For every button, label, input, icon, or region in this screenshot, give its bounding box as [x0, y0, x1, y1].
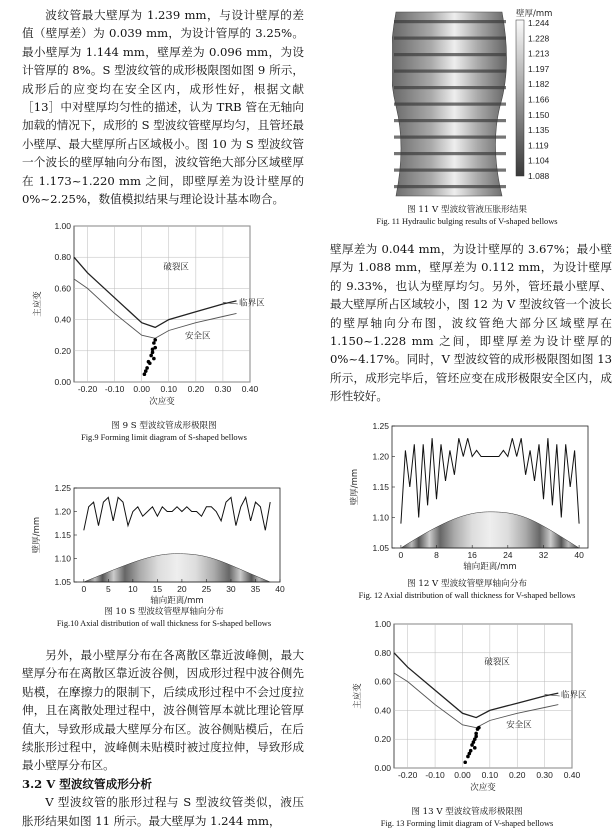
strain-point — [153, 338, 157, 342]
caption-en: Fig.10 Axial distribution of wall thickness for S-shaped bellows — [56, 619, 272, 628]
x-tick-label: 0.40 — [241, 384, 259, 394]
y-tick-label: 0.60 — [374, 676, 391, 687]
wall-thickness-chart-s — [30, 484, 292, 606]
caption-zh: 图 9 S 型波纹管成形极限图 — [111, 421, 217, 431]
contour-band — [394, 53, 506, 56]
thickness-line — [84, 497, 270, 530]
paragraph: 波纹管最大壁厚为 1.239 mm，与设计壁厚的差值（壁厚差）为 0.039 mm，为设计管厚的 3.25%。最小壁厚为 1.144 mm，壁厚差为 0.096 mm，为设计管厚的 8%。S 型波纹管的成形极限图如图 9 所示，成形后的应变均在安全区内，成形性好，根据文献［13］中对壁厚均匀性的描述，认为 TRB 管在无轴向加载的情况下，成形的 S 型波纹管壁厚均匀，且管坯最小壁厚、最大壁厚所占区域极小。图 10 为 S 型波纹管一个波长的壁厚轴向分布图，波纹管绝大部分区域壁厚在 1.173~1.220 mm 之间，即壁厚差为设计壁厚的 0%~2.25%，数值模拟结果与理论设计基本吻合。 — [22, 8, 304, 207]
strain-point — [144, 369, 148, 373]
x-tick-label: 15 — [152, 584, 163, 594]
colorbar-tick-label: 1.135 — [528, 125, 550, 136]
x-tick-label: 30 — [226, 584, 236, 594]
x-tick-label: 0.30 — [536, 770, 553, 780]
y-tick-label: 1.20 — [54, 506, 71, 517]
x-tick-label: 32 — [538, 550, 549, 560]
y-tick-label: 0.40 — [374, 705, 391, 716]
caption-zh: 图 10 S 型波纹管壁厚轴向分布 — [104, 607, 224, 617]
strain-point — [477, 726, 481, 730]
strain-point — [145, 366, 149, 370]
contour-band — [394, 20, 506, 23]
x-tick-label: 24 — [503, 550, 513, 560]
zone-label: 临界区 — [561, 690, 587, 701]
contour-band — [394, 152, 506, 155]
colorbar-tick-label: 1.197 — [528, 63, 550, 74]
x-tick-label: 16 — [467, 550, 477, 560]
figure-caption — [22, 606, 306, 630]
wall-thickness-chart-v — [348, 420, 598, 576]
x-tick-label: 40 — [275, 584, 285, 594]
x-tick-label: -0.20 — [398, 770, 418, 780]
y-axis-label: 主应变 — [353, 683, 363, 709]
bellows-profile — [84, 554, 270, 582]
strain-point — [473, 746, 477, 750]
limit-curve — [74, 257, 237, 327]
y-tick-label: 1.25 — [54, 484, 71, 493]
contour-band — [394, 169, 506, 172]
y-tick-label: 0.80 — [54, 252, 71, 263]
figure-caption — [322, 806, 612, 830]
x-tick-label: 0.40 — [563, 770, 581, 780]
strain-point — [143, 372, 147, 376]
limit-curve — [394, 653, 558, 718]
contour-band — [394, 119, 506, 122]
colorbar-tick-label: 1.150 — [528, 109, 550, 120]
y-tick-label: 0.80 — [374, 647, 391, 658]
right-column-text — [330, 240, 612, 406]
y-tick-label: 1.00 — [374, 619, 391, 629]
y-tick-label: 1.05 — [372, 543, 389, 553]
colorbar — [516, 20, 524, 176]
left-column-top — [22, 6, 304, 208]
limit-curve — [74, 279, 237, 338]
caption-zh: 图 11 V 型波纹管液压胀形结果 — [407, 205, 527, 215]
x-tick-label: 25 — [201, 584, 212, 594]
colorbar-tick-label: 1.213 — [528, 48, 550, 59]
colorbar-tick-label: 1.088 — [528, 171, 550, 181]
colorbar-tick-label: 1.104 — [528, 155, 550, 166]
y-tick-label: 0.40 — [54, 314, 71, 325]
strain-point — [468, 752, 472, 756]
y-axis-label: 壁厚/mm — [350, 468, 360, 506]
strain-point — [474, 735, 478, 739]
strain-point — [152, 357, 156, 361]
colorbar-tick-label: 1.182 — [528, 79, 550, 90]
y-tick-label: 1.10 — [54, 553, 71, 564]
y-tick-label: 1.20 — [372, 451, 389, 462]
y-tick-label: 0.60 — [54, 283, 71, 294]
caption-en: Fig. 11 Hydraulic bulging results of V-shaped bellows — [376, 217, 558, 226]
x-axis-label: 轴向距离/mm — [463, 562, 517, 572]
caption-en: Fig.9 Forming limit diagram of S-shaped bellows — [81, 433, 247, 442]
y-tick-label: 1.05 — [54, 577, 71, 587]
x-tick-label: -0.10 — [425, 770, 445, 780]
contour-band — [394, 70, 506, 73]
figure-caption — [22, 420, 306, 444]
paragraph: 另外，最小壁厚分布在各离散区靠近波峰侧，最大壁厚分布在离散区靠近波谷侧，因成形过程中波谷侧先贴模，在摩擦力的限制下，后续成形过程中不会过度拉伸，且在离散处理过程中，波谷侧管厚本就比理论管厚值大，导致形成最大壁厚分布区。波谷侧贴模后，在后续胀形过程中，波峰侧未贴模时被过度拉伸，导致形成最小壁厚分布区。 — [22, 648, 304, 773]
x-tick-label: 0 — [398, 550, 404, 560]
zone-label: 破裂区 — [484, 657, 510, 668]
contour-band — [394, 136, 506, 139]
caption-en: Fig. 12 Axial distribution of wall thickness for V-shaped bellows — [358, 591, 576, 600]
x-axis-label: 次应变 — [149, 397, 175, 407]
limit-curve — [394, 673, 558, 728]
x-axis-label: 次应变 — [470, 783, 496, 793]
x-tick-label: 0.30 — [214, 384, 232, 394]
zone-label: 临界区 — [239, 298, 265, 309]
x-tick-label: 5 — [105, 584, 111, 594]
contour-band — [394, 86, 506, 89]
x-tick-label: 0.00 — [133, 384, 150, 394]
y-tick-label: 0.20 — [374, 734, 391, 745]
figure-caption — [322, 578, 612, 602]
zone-label: 安全区 — [185, 331, 211, 342]
y-tick-label: 1.10 — [372, 512, 389, 523]
y-tick-label: 1.00 — [54, 221, 71, 231]
y-tick-label: 1.15 — [372, 482, 389, 492]
strain-point — [153, 346, 157, 350]
left-column-bottom — [22, 646, 304, 830]
x-tick-label: 0.10 — [481, 770, 499, 780]
x-tick-label: 20 — [177, 584, 187, 594]
caption-zh: 图 13 V 型波纹管成形极限图 — [411, 807, 523, 817]
forming-limit-chart-v — [350, 616, 590, 802]
y-tick-label: 0.00 — [374, 763, 391, 773]
y-tick-label: 0.20 — [54, 345, 71, 356]
paragraph: 壁厚差为 0.044 mm，为设计壁厚的 3.67%；最小壁厚为 1.088 mm，壁厚差为 0.112 mm，为设计壁厚的 9.33%，也认为壁厚均匀。另外，管坯最小壁厚、最大壁厚所占区域较小，图 12 为 V 型波纹管一个波长的壁厚轴向分布图，波纹管绝大部分区域壁厚在 1.150~1.228 mm 之间，即壁厚差为设计壁厚的 0%~4.17%。同时，V 型波纹管的成形极限图如图 13 所示，成形完毕后，管坯应变在成形极限安全区内，成形性较好。 — [330, 242, 612, 404]
paragraph: V 型波纹管的胀形过程与 S 型波纹管类似，液压胀形结果如图 11 所示。最大壁厚为 1.244 mm， — [22, 795, 304, 828]
x-tick-label: 0.20 — [187, 384, 205, 394]
colorbar-tick-label: 1.228 — [528, 33, 550, 44]
strain-point — [149, 354, 153, 358]
y-tick-label: 1.25 — [372, 421, 389, 431]
figure-caption — [322, 204, 612, 228]
strain-point — [152, 341, 156, 345]
colorbar-tick-label: 1.244 — [528, 18, 550, 28]
section-heading: 3.2 V 型波纹管成形分析 — [22, 776, 152, 791]
zone-label: 破裂区 — [163, 262, 189, 273]
bellows-profile — [401, 512, 579, 548]
contour-band — [394, 103, 506, 106]
x-tick-label: 40 — [574, 550, 584, 560]
x-tick-label: 0 — [81, 584, 87, 594]
y-tick-label: 1.15 — [54, 530, 71, 540]
x-tick-label: 10 — [128, 584, 138, 594]
y-axis-label: 壁厚/mm — [32, 516, 42, 554]
caption-zh: 图 12 V 型波纹管壁厚轴向分布 — [407, 579, 527, 589]
strain-point — [463, 760, 467, 764]
forming-limit-chart-s — [30, 218, 270, 418]
contour-band — [394, 37, 506, 40]
colorbar-tick-label: 1.166 — [528, 94, 550, 105]
thickness-line — [401, 438, 579, 523]
caption-en: Fig. 13 Forming limit diagram of V-shaped bellows — [380, 819, 554, 828]
x-tick-label: -0.10 — [104, 384, 125, 394]
x-tick-label: 0.20 — [508, 770, 526, 780]
colorbar-tick-label: 1.119 — [528, 140, 549, 151]
y-tick-label: 0.00 — [54, 377, 71, 387]
colorbar-title: 壁厚/mm — [516, 9, 553, 19]
x-tick-label: 35 — [250, 584, 261, 594]
x-tick-label: 0.00 — [454, 770, 471, 780]
hydraulic-bulging-contour — [392, 6, 592, 202]
contour-band — [394, 185, 506, 188]
x-tick-label: 8 — [434, 550, 439, 560]
x-axis-label: 轴向距离/mm — [150, 596, 204, 606]
strain-point — [148, 361, 152, 365]
x-tick-label: -0.20 — [77, 384, 98, 394]
zone-label: 安全区 — [506, 720, 532, 731]
x-tick-label: 0.10 — [160, 384, 178, 394]
y-axis-label: 主应变 — [33, 291, 43, 317]
strain-point — [151, 351, 155, 355]
strain-point — [472, 740, 476, 744]
